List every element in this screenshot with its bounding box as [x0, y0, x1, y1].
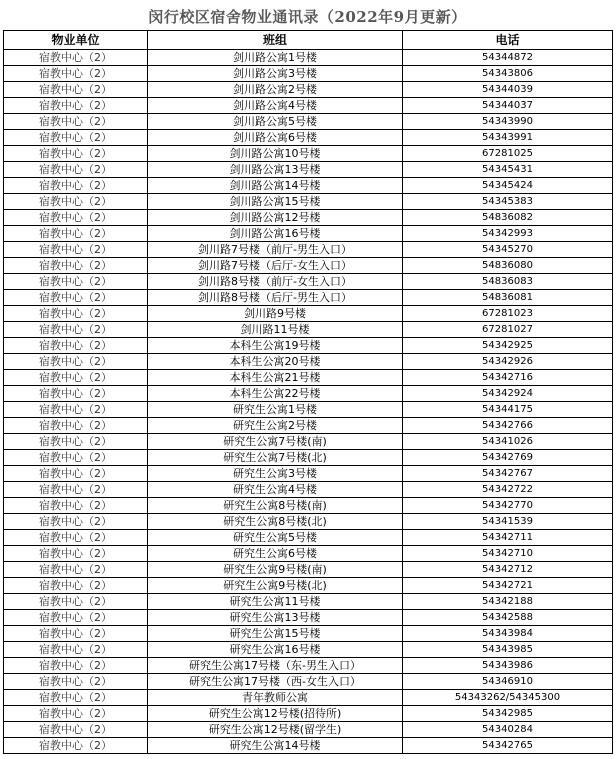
- unit-cell: 宿教中心（2）: [4, 434, 148, 450]
- phone-cell: 54342926: [403, 354, 613, 370]
- table-row: [4, 258, 613, 274]
- group-cell: 研究生公寓12号楼(招待所): [148, 706, 403, 722]
- group-cell: 剑川路公寓2号楼: [148, 82, 403, 98]
- table-row: [4, 690, 613, 706]
- table-row: [4, 546, 613, 562]
- group-cell: 剑川路8号楼（前厅-女生入口）: [148, 274, 403, 290]
- group-cell: 研究生公寓2号楼: [148, 418, 403, 434]
- phone-cell: 54345383: [403, 194, 613, 210]
- unit-cell: 宿教中心（2）: [4, 594, 148, 610]
- group-cell: 研究生公寓11号楼: [148, 594, 403, 610]
- unit-cell: 宿教中心（2）: [4, 610, 148, 626]
- table-row: [4, 402, 613, 418]
- page-title: 闵行校区宿舍物业通讯录（2022年9月更新）: [148, 8, 467, 26]
- header-unit: 物业单位: [4, 31, 148, 50]
- phone-cell: 54340284: [403, 722, 613, 738]
- table-row: [4, 386, 613, 402]
- table-row: [4, 306, 613, 322]
- table-body: [4, 50, 613, 754]
- table-row: [4, 450, 613, 466]
- table-row: [4, 274, 613, 290]
- group-cell: 本科生公寓20号楼: [148, 354, 403, 370]
- unit-cell: 宿教中心（2）: [4, 354, 148, 370]
- unit-cell: 宿教中心（2）: [4, 50, 148, 66]
- table-row: [4, 66, 613, 82]
- group-cell: 本科生公寓22号楼: [148, 386, 403, 402]
- phone-cell: 54345424: [403, 178, 613, 194]
- group-cell: 研究生公寓1号楼: [148, 402, 403, 418]
- table-row: [4, 466, 613, 482]
- group-cell: 研究生公寓4号楼: [148, 482, 403, 498]
- group-cell: 研究生公寓8号楼(南): [148, 498, 403, 514]
- group-cell: 剑川路公寓13号楼: [148, 162, 403, 178]
- group-cell: 研究生公寓8号楼(北): [148, 514, 403, 530]
- group-cell: 研究生公寓7号楼(南): [148, 434, 403, 450]
- phone-cell: 54342924: [403, 386, 613, 402]
- table-row: [4, 514, 613, 530]
- table-row: [4, 50, 613, 66]
- phone-cell: 54344039: [403, 82, 613, 98]
- table-row: [4, 114, 613, 130]
- table-row: [4, 418, 613, 434]
- phone-cell: 54342712: [403, 562, 613, 578]
- table-row: [4, 130, 613, 146]
- unit-cell: 宿教中心（2）: [4, 450, 148, 466]
- unit-cell: 宿教中心（2）: [4, 98, 148, 114]
- unit-cell: 宿教中心（2）: [4, 370, 148, 386]
- phone-cell: 54342770: [403, 498, 613, 514]
- group-cell: 研究生公寓7号楼(北): [148, 450, 403, 466]
- phone-cell: 54836080: [403, 258, 613, 274]
- unit-cell: 宿教中心（2）: [4, 562, 148, 578]
- header-row: [4, 31, 613, 50]
- unit-cell: 宿教中心（2）: [4, 674, 148, 690]
- phone-cell: 54342925: [403, 338, 613, 354]
- unit-cell: 宿教中心（2）: [4, 306, 148, 322]
- unit-cell: 宿教中心（2）: [4, 466, 148, 482]
- phone-cell: 54346910: [403, 674, 613, 690]
- table-row: [4, 354, 613, 370]
- phone-cell: 54345270: [403, 242, 613, 258]
- table-row: [4, 594, 613, 610]
- phone-cell: 54342767: [403, 466, 613, 482]
- phone-cell: 54342722: [403, 482, 613, 498]
- unit-cell: 宿教中心（2）: [4, 578, 148, 594]
- unit-cell: 宿教中心（2）: [4, 178, 148, 194]
- group-cell: 研究生公寓17号楼（东-男生入口）: [148, 658, 403, 674]
- table-row: [4, 722, 613, 738]
- unit-cell: 宿教中心（2）: [4, 722, 148, 738]
- phone-cell: 67281027: [403, 322, 613, 338]
- phone-cell: 54836083: [403, 274, 613, 290]
- phone-cell: 54342766: [403, 418, 613, 434]
- phone-cell: 54341539: [403, 514, 613, 530]
- group-cell: 研究生公寓17号楼（西-女生入口）: [148, 674, 403, 690]
- table-row: [4, 578, 613, 594]
- group-cell: 研究生公寓3号楼: [148, 466, 403, 482]
- group-cell: 研究生公寓12号楼(留学生): [148, 722, 403, 738]
- phone-cell: 54343984: [403, 626, 613, 642]
- phone-cell: 54344872: [403, 50, 613, 66]
- unit-cell: 宿教中心（2）: [4, 274, 148, 290]
- directory-table: [3, 30, 613, 754]
- group-cell: 剑川路公寓3号楼: [148, 66, 403, 82]
- table-row: [4, 370, 613, 386]
- table-row: [4, 562, 613, 578]
- phone-cell: 54344037: [403, 98, 613, 114]
- unit-cell: 宿教中心（2）: [4, 114, 148, 130]
- unit-cell: 宿教中心（2）: [4, 82, 148, 98]
- group-cell: 研究生公寓16号楼: [148, 642, 403, 658]
- phone-cell: 54342711: [403, 530, 613, 546]
- table-row: [4, 626, 613, 642]
- phone-cell: 54836081: [403, 290, 613, 306]
- group-cell: 剑川路公寓15号楼: [148, 194, 403, 210]
- group-cell: 剑川路公寓4号楼: [148, 98, 403, 114]
- unit-cell: 宿教中心（2）: [4, 226, 148, 242]
- table-row: [4, 290, 613, 306]
- table-row: [4, 82, 613, 98]
- phone-cell: 54342716: [403, 370, 613, 386]
- group-cell: 研究生公寓14号楼: [148, 738, 403, 754]
- header-group: 班组: [148, 31, 403, 50]
- table-row: [4, 226, 613, 242]
- unit-cell: 宿教中心（2）: [4, 146, 148, 162]
- unit-cell: 宿教中心（2）: [4, 498, 148, 514]
- phone-cell: 54836082: [403, 210, 613, 226]
- phone-cell: 54342188: [403, 594, 613, 610]
- unit-cell: 宿教中心（2）: [4, 418, 148, 434]
- phone-cell: 54342765: [403, 738, 613, 754]
- table-row: [4, 338, 613, 354]
- table-row: [4, 434, 613, 450]
- unit-cell: 宿教中心（2）: [4, 386, 148, 402]
- table-row: [4, 658, 613, 674]
- unit-cell: 宿教中心（2）: [4, 626, 148, 642]
- group-cell: 剑川路7号楼（前厅-男生入口）: [148, 242, 403, 258]
- phone-cell: 54341026: [403, 434, 613, 450]
- group-cell: 剑川路公寓5号楼: [148, 114, 403, 130]
- phone-cell: 54345431: [403, 162, 613, 178]
- table-row: [4, 210, 613, 226]
- phone-cell: 67281023: [403, 306, 613, 322]
- unit-cell: 宿教中心（2）: [4, 338, 148, 354]
- group-cell: 剑川路公寓12号楼: [148, 210, 403, 226]
- group-cell: 剑川路公寓1号楼: [148, 50, 403, 66]
- phone-cell: 54342769: [403, 450, 613, 466]
- phone-cell: 54342588: [403, 610, 613, 626]
- group-cell: 研究生公寓9号楼(南): [148, 562, 403, 578]
- table-row: [4, 610, 613, 626]
- directory-sheet: [3, 4, 612, 754]
- unit-cell: 宿教中心（2）: [4, 194, 148, 210]
- table-row: [4, 498, 613, 514]
- table-row: [4, 322, 613, 338]
- group-cell: 青年教师公寓: [148, 690, 403, 706]
- group-cell: 本科生公寓21号楼: [148, 370, 403, 386]
- group-cell: 本科生公寓19号楼: [148, 338, 403, 354]
- unit-cell: 宿教中心（2）: [4, 258, 148, 274]
- header-phone: 电话: [403, 31, 613, 50]
- phone-cell: 54343985: [403, 642, 613, 658]
- table-row: [4, 162, 613, 178]
- unit-cell: 宿教中心（2）: [4, 706, 148, 722]
- table-row: [4, 738, 613, 754]
- table-row: [4, 98, 613, 114]
- unit-cell: 宿教中心（2）: [4, 482, 148, 498]
- phone-cell: 54342985: [403, 706, 613, 722]
- phone-cell: 54342710: [403, 546, 613, 562]
- table-row: [4, 482, 613, 498]
- phone-cell: 54343991: [403, 130, 613, 146]
- unit-cell: 宿教中心（2）: [4, 210, 148, 226]
- phone-cell: 67281025: [403, 146, 613, 162]
- table-row: [4, 178, 613, 194]
- unit-cell: 宿教中心（2）: [4, 162, 148, 178]
- phone-cell: 54344175: [403, 402, 613, 418]
- table-row: [4, 706, 613, 722]
- phone-cell: 54343262/54345300: [403, 690, 613, 706]
- group-cell: 剑川路8号楼（后厅-男生入口）: [148, 290, 403, 306]
- phone-cell: 54343986: [403, 658, 613, 674]
- table-row: [4, 674, 613, 690]
- group-cell: 剑川路公寓10号楼: [148, 146, 403, 162]
- table-row: [4, 530, 613, 546]
- unit-cell: 宿教中心（2）: [4, 514, 148, 530]
- unit-cell: 宿教中心（2）: [4, 66, 148, 82]
- unit-cell: 宿教中心（2）: [4, 402, 148, 418]
- unit-cell: 宿教中心（2）: [4, 546, 148, 562]
- group-cell: 研究生公寓6号楼: [148, 546, 403, 562]
- unit-cell: 宿教中心（2）: [4, 530, 148, 546]
- table-row: [4, 642, 613, 658]
- unit-cell: 宿教中心（2）: [4, 130, 148, 146]
- group-cell: 剑川路9号楼: [148, 306, 403, 322]
- unit-cell: 宿教中心（2）: [4, 242, 148, 258]
- group-cell: 研究生公寓15号楼: [148, 626, 403, 642]
- group-cell: 研究生公寓9号楼(北): [148, 578, 403, 594]
- unit-cell: 宿教中心（2）: [4, 642, 148, 658]
- table-row: [4, 146, 613, 162]
- group-cell: 剑川路公寓14号楼: [148, 178, 403, 194]
- phone-cell: 54342721: [403, 578, 613, 594]
- group-cell: 剑川路公寓6号楼: [148, 130, 403, 146]
- group-cell: 研究生公寓5号楼: [148, 530, 403, 546]
- table-row: [4, 242, 613, 258]
- table-row: [4, 194, 613, 210]
- group-cell: 研究生公寓13号楼: [148, 610, 403, 626]
- phone-cell: 54343806: [403, 66, 613, 82]
- unit-cell: 宿教中心（2）: [4, 290, 148, 306]
- unit-cell: 宿教中心（2）: [4, 690, 148, 706]
- group-cell: 剑川路7号楼（后厅-女生入口）: [148, 258, 403, 274]
- unit-cell: 宿教中心（2）: [4, 322, 148, 338]
- unit-cell: 宿教中心（2）: [4, 738, 148, 754]
- group-cell: 剑川路11号楼: [148, 322, 403, 338]
- phone-cell: 54342993: [403, 226, 613, 242]
- group-cell: 剑川路公寓16号楼: [148, 226, 403, 242]
- unit-cell: 宿教中心（2）: [4, 658, 148, 674]
- phone-cell: 54343990: [403, 114, 613, 130]
